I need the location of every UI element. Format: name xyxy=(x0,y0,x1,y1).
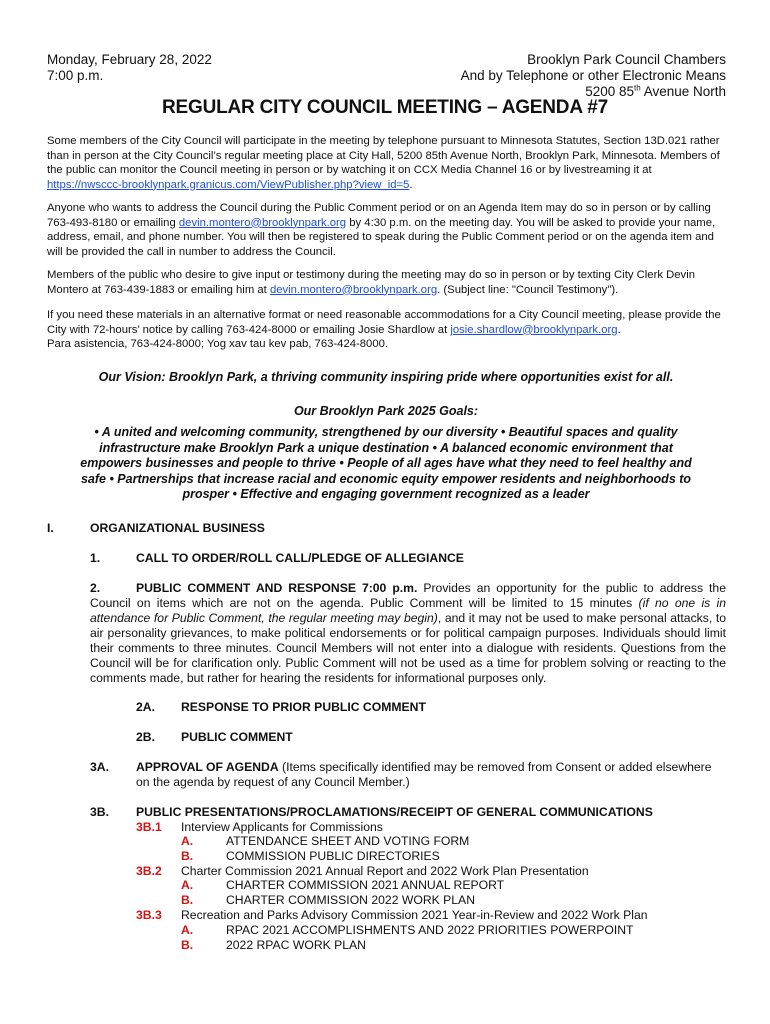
intro-paragraph-3: Members of the public who desire to give input or testimony during the meeting may do so in person or by texting City Clerk Devin Montero at 763-439-1883 or emailing him at devin.montero@brooklynpark.org. (Subject line: "Council Testimony"). xyxy=(47,269,695,296)
attachment-link[interactable]: ATTENDANCE SHEET AND VOTING FORM xyxy=(226,834,470,848)
page-title: REGULAR CITY COUNCIL MEETING – AGENDA #7 xyxy=(162,97,608,118)
attachment-link[interactable]: COMMISSION PUBLIC DIRECTORIES xyxy=(226,849,440,863)
sub-item-title: Recreation and Parks Advisory Commission 2021 Year-in-Review and 2022 Work Plan xyxy=(181,908,648,922)
location-line-1: Brooklyn Park Council Chambers xyxy=(527,52,726,67)
sub-item-title: Charter Commission 2021 Annual Report and 2022 Work Plan Presentation xyxy=(181,864,589,878)
item-3a-number: 3A. xyxy=(90,760,109,774)
item-2a-title: RESPONSE TO PRIOR PUBLIC COMMENT xyxy=(181,700,426,714)
meeting-date: Monday, February 28, 2022 xyxy=(47,52,212,67)
item-3a-block: APPROVAL OF AGENDA (Items specifically identified may be removed from Consent or added elsewhere on the agenda by request of any Council Member.) xyxy=(136,760,712,789)
attachment-link[interactable]: 2022 RPAC WORK PLAN xyxy=(226,938,366,952)
item-3b-number: 3B. xyxy=(90,805,109,819)
sub-item-title: Interview Applicants for Commissions xyxy=(181,820,383,834)
section-title: ORGANIZATIONAL BUSINESS xyxy=(90,521,265,535)
item-1-title: CALL TO ORDER/ROLL CALL/PLEDGE OF ALLEGIANCE xyxy=(136,551,464,565)
vision-statement: Our Vision: Brooklyn Park, a thriving community inspiring pride where opportunities exist for all. xyxy=(98,370,674,384)
attachment-link[interactable]: CHARTER COMMISSION 2022 WORK PLAN xyxy=(226,893,475,907)
attachment-link[interactable]: RPAC 2021 ACCOMPLISHMENTS AND 2022 PRIORITIES POWERPOINT xyxy=(226,923,634,937)
location-line-2: And by Telephone or other Electronic Means xyxy=(460,68,726,83)
goals-title: Our Brooklyn Park 2025 Goals: xyxy=(293,404,479,418)
item-2b-number: 2B. xyxy=(136,730,155,744)
sub-item-number: 3B.3 xyxy=(136,908,162,922)
meeting-date-block xyxy=(47,52,212,84)
attachment-letter: B. xyxy=(181,938,194,952)
email-link-josie[interactable]: josie.shardlow@brooklynpark.org xyxy=(450,323,618,336)
sub-item-number: 3B.2 xyxy=(136,864,162,878)
location-address: 5200 85th Avenue North xyxy=(585,83,726,99)
attachment-letter: A. xyxy=(181,923,194,937)
email-link-devin-testimony[interactable]: devin.montero@brooklynpark.org xyxy=(269,283,438,296)
meeting-location-block xyxy=(461,52,726,100)
attachment-link[interactable]: CHARTER COMMISSION 2021 ANNUAL REPORT xyxy=(226,878,505,892)
attachment-letter: A. xyxy=(181,878,194,892)
intro-paragraph-4: If you need these materials in an alternative format or need reasonable accommodations for a City Council meeting, please provide the City with 72-hours’ notice by calling 763-424-8000 or emailing Josie Shardlow at josie.shardlow@brooklynpark.org. Para asistencia, 763-424-8000; Yog xav tau kev pab, 763-424-8000. xyxy=(47,309,721,350)
intro-paragraph-1: Some members of the City Council will participate in the meeting by telephone pursuant to Minnesota Statutes, Section 13D.021 rather than in person at the City Council’s regular meeting place at City Hall, 5200 85th Avenue North, Brooklyn Park, Minnesota. Members of the public can monitor the Council meeting in person or by watching it on CCX Media Channel 16 or by livestreaming it at https://nwsccc-brooklynpark.granicus.com/ViewPublisher.php?view_id=5. xyxy=(47,135,720,191)
meeting-time: 7:00 p.m. xyxy=(47,68,104,83)
section-number: I. xyxy=(47,521,54,535)
item-2b-title: PUBLIC COMMENT xyxy=(181,730,293,744)
item-2-block: 2. PUBLIC COMMENT AND RESPONSE 7:00 p.m. Provides an opportunity for the public to address the Council on items which are not on the agenda. Public Comment will be limited to 15 minutes (if no one is in attendance for Public Comment, the regular meeting may begin), and it may not be used to make personal attacks, to air personality grievances, to make political endorsements or for political campaign purposes. Individuals should limit their comments to three minutes. Council Members will not enter into a dialogue with residents. Questions from the Council will be for clarification only. Public Comment will not be used as a time for problem solving or reacting to the comments made, but rather for hearing the residents for informational purposes only. xyxy=(90,581,727,685)
item-2a-number: 2A. xyxy=(136,700,155,714)
item-3b-title: PUBLIC PRESENTATIONS/PROCLAMATIONS/RECEIPT OF GENERAL COMMUNICATIONS xyxy=(136,805,653,819)
email-link-devin[interactable]: devin.montero@brooklynpark.org xyxy=(178,216,347,229)
attachment-letter: B. xyxy=(181,849,194,863)
attachment-letter: A. xyxy=(181,834,194,848)
goals-text: • A united and welcoming community, strengthened by our diversity • Beautiful spaces and quality infrastructure make Brooklyn Park a unique destination • A balanced economic environment that empowers businesses and people to thrive • People of all ages have what they need to feel healthy and safe • Partnerships that increase racial and economic equity empower residents and neighborhoods to prosper • Effective and engaging government recognized as a leader xyxy=(80,425,692,501)
intro-paragraph-2: Anyone who wants to address the Council during the Public Comment period or on an Agenda Item may do so in person or by calling 763-493-8180 or emailing devin.montero@brooklynpark.org by 4:30 p.m. on the meeting day. You will be asked to provide your name, address, email, and phone number. You will then be registered to speak during the Public Comment period or on the agenda item and will be provided the call in number to address the Council. xyxy=(47,202,716,258)
item-1-number: 1. xyxy=(90,551,101,565)
attachment-letter: B. xyxy=(181,893,194,907)
sub-item-number: 3B.1 xyxy=(136,820,162,834)
livestream-link[interactable]: https://nwsccc-brooklynpark.granicus.com/ViewPublisher.php?view_id=5 xyxy=(47,178,410,191)
